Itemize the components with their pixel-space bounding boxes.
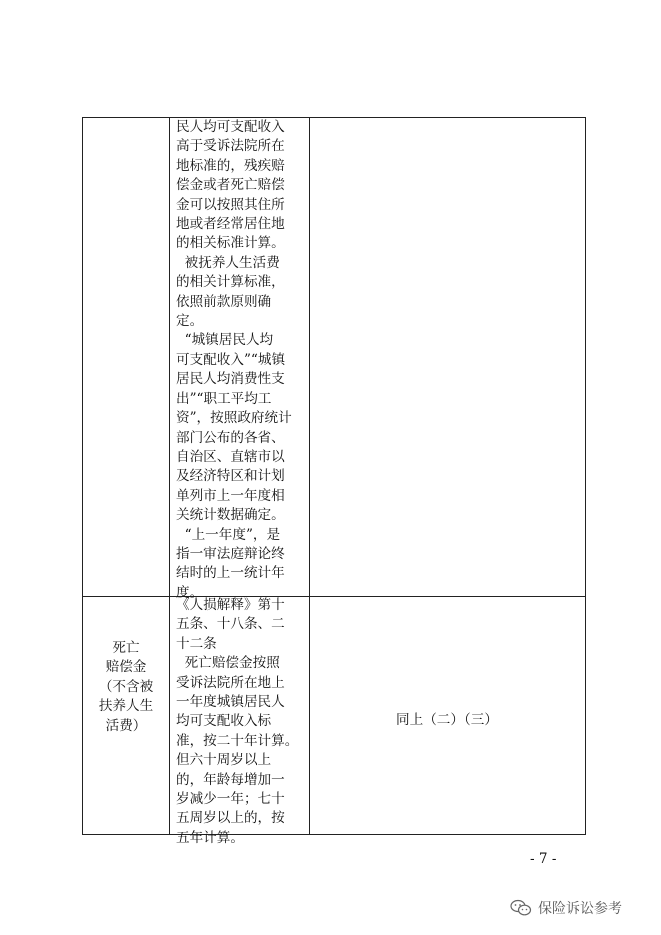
text-line: “上一年度”，是 bbox=[176, 526, 281, 543]
text-line: 《人损解释》第十 bbox=[176, 597, 285, 613]
text-line: 被抚养人生活费 bbox=[176, 254, 280, 271]
text-line: 的相关标准计算。 bbox=[176, 235, 285, 252]
text-line: 五年计算。 bbox=[176, 829, 244, 846]
text-line: 结时的上一统计年 bbox=[176, 565, 285, 582]
text-line: 定。 bbox=[176, 313, 204, 330]
watermark bbox=[510, 898, 622, 918]
wechat-icon bbox=[510, 899, 532, 917]
column-divider-1 bbox=[169, 118, 170, 834]
watermark-text: 保险诉讼参考 bbox=[538, 901, 622, 917]
text-line: 资”，按照政府统计 bbox=[176, 410, 292, 427]
text-line: 及经济特区和计划 bbox=[176, 468, 285, 485]
text-line: 十二条 bbox=[176, 635, 217, 652]
text-line: 地标准的，残疾赔 bbox=[176, 157, 285, 174]
text-line: 依照前款原则确 bbox=[176, 293, 272, 310]
text-line: 金可以按照其住所 bbox=[176, 196, 285, 213]
text-line: 地或者经常居住地 bbox=[176, 216, 285, 233]
label-line: 死亡 bbox=[112, 640, 140, 656]
text-line: 关统计数据确定。 bbox=[176, 507, 285, 524]
label-line: （不含被 bbox=[98, 678, 154, 695]
text-line: 民人均可支配收入 bbox=[176, 119, 285, 135]
text-line: 指一审法庭辩论终 bbox=[176, 545, 285, 562]
text-line: 部门公布的各省、 bbox=[176, 429, 285, 446]
row-divider bbox=[83, 596, 585, 597]
text-line: 准，按二十年计算。 bbox=[176, 732, 299, 749]
row1-middle-cell bbox=[176, 118, 292, 603]
text-line: 一年度城镇居民人 bbox=[176, 694, 285, 711]
text-line: 度。 bbox=[176, 584, 204, 601]
label-line: 赔偿金 bbox=[105, 659, 147, 676]
page-number: - 7 - bbox=[530, 851, 557, 867]
text-line: 单列市上一年度相 bbox=[176, 487, 285, 504]
text-line: 均可支配收入标 bbox=[176, 713, 272, 730]
text-line: 的相关计算标准， bbox=[176, 274, 285, 291]
text-line: 高于受诉法院所在 bbox=[176, 138, 285, 155]
content-table bbox=[82, 117, 586, 846]
text-line: 偿金或者死亡赔偿 bbox=[176, 177, 285, 194]
text-line: “城镇居民人均 bbox=[176, 332, 274, 349]
text-line: 死亡赔偿金按照 bbox=[176, 655, 280, 672]
row2-left-cell bbox=[83, 639, 169, 736]
text-line: 出”“职工平均工 bbox=[176, 390, 272, 407]
label-line: 扶养人生 bbox=[98, 698, 154, 715]
row2-middle-cell bbox=[176, 596, 298, 848]
text-line: 五条、十八条、二 bbox=[176, 616, 285, 633]
row2-right-cell: 同上（二）（三） bbox=[396, 712, 498, 728]
text-line: 岁减少一年；七十 bbox=[176, 791, 285, 808]
text-line: 可支配收入”“城镇 bbox=[176, 351, 286, 368]
text-line: 的，年龄每增加一 bbox=[176, 771, 285, 788]
text-line: 但六十周岁以上 bbox=[176, 752, 272, 769]
text-line: 受诉法院所在地上 bbox=[176, 674, 285, 691]
label-line: 活费） bbox=[105, 717, 147, 734]
text-line: 居民人均消费性支 bbox=[176, 371, 285, 388]
text-line: 五周岁以上的，按 bbox=[176, 810, 285, 827]
text-line: 自治区、直辖市以 bbox=[176, 448, 285, 465]
